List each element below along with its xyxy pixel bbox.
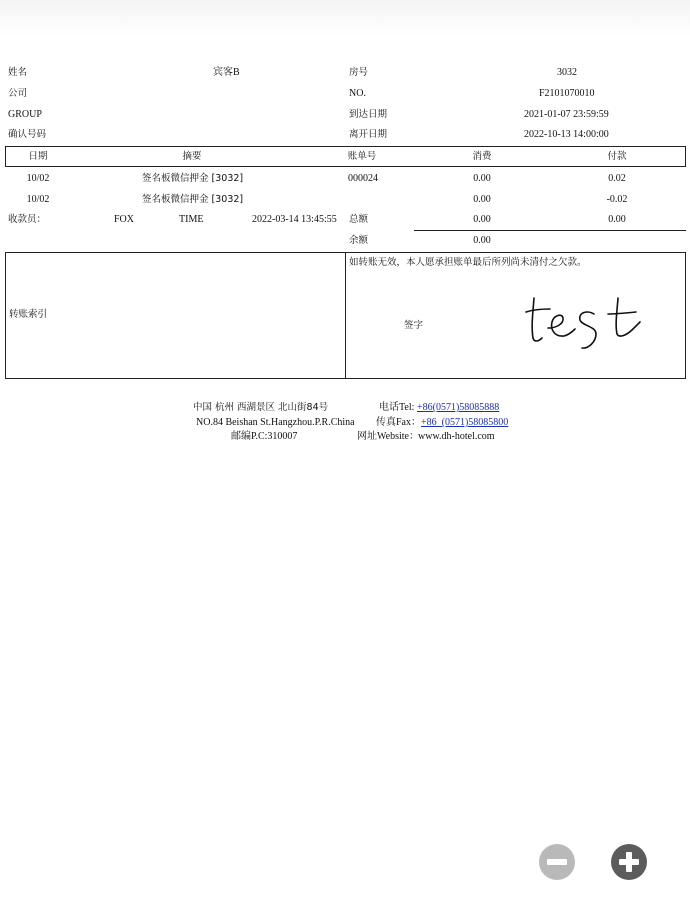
total-divider <box>414 230 686 231</box>
time-label: TIME <box>179 214 204 225</box>
group-label: GROUP <box>8 109 42 120</box>
arrival-label: 到达日期 <box>349 109 388 120</box>
balance-value: 0.00 <box>473 235 491 246</box>
no-value: F2101070010 <box>539 88 595 99</box>
signature-image <box>522 292 646 352</box>
total-payment: 0.00 <box>608 214 626 225</box>
footer-address-cn: 中国 杭州 西湖景区 北山街84号 <box>193 402 329 413</box>
cashier-value: FOX <box>114 214 135 225</box>
viewer-top-band <box>0 0 690 36</box>
col-header-consume: 消费 <box>472 151 492 162</box>
col-header-date: 日期 <box>28 151 48 162</box>
col-header-payment: 付款 <box>607 151 627 162</box>
footer-fax-label: 传真Fax： <box>376 417 421 428</box>
total-label: 总额 <box>349 214 369 225</box>
col-header-summary: 摘要 <box>182 151 202 162</box>
signature-label: 签字 <box>404 320 424 331</box>
zoom-out-button[interactable] <box>538 843 576 881</box>
minus-circle-icon <box>538 843 576 881</box>
row-payment: 0.02 <box>608 173 626 184</box>
col-header-bill-no: 账单号 <box>347 151 377 162</box>
row-bill-no: 000024 <box>348 173 378 184</box>
footer-postcode: 邮编P.C:310007 <box>231 431 298 442</box>
transfer-divider <box>345 252 346 379</box>
zoom-in-button[interactable] <box>610 843 648 881</box>
footer-fax-link[interactable]: +86 (0571)58085800 <box>421 417 509 428</box>
footer-tel-link[interactable]: +86(0571)58085888 <box>417 402 500 413</box>
name-value: 宾客B <box>213 67 240 78</box>
plus-circle-icon <box>610 843 648 881</box>
row-date: 10/02 <box>26 194 50 205</box>
transfer-index-label: 转账索引 <box>9 309 48 320</box>
room-value: 3032 <box>557 67 577 78</box>
confirm-label: 确认号码 <box>8 129 47 140</box>
footer-tel-label: 电话Tel: <box>379 402 415 413</box>
row-date: 10/02 <box>26 173 50 184</box>
row-consume: 0.00 <box>473 173 491 184</box>
row-summary: 签名板微信押金 [3032] <box>142 194 244 205</box>
footer-address-en: NO.84 Beishan St.Hangzhou.P.R.China <box>196 417 355 428</box>
row-payment: -0.02 <box>606 194 628 205</box>
row-summary: 签名板微信押金 [3032] <box>142 173 244 184</box>
name-label: 姓名 <box>8 67 28 78</box>
transfer-notice: 如转账无效，本人愿承担账单最后所列尚未清付之欠款。 <box>349 257 587 268</box>
time-value: 2022-03-14 13:45:55 <box>252 214 337 225</box>
footer-web-value: www.dh-hotel.com <box>418 431 495 442</box>
room-label: 房号 <box>349 67 369 78</box>
footer-web-label: 网址Website： <box>357 431 419 442</box>
row-consume: 0.00 <box>473 194 491 205</box>
no-label: NO. <box>349 88 366 99</box>
cashier-label: 收款员： <box>8 214 47 225</box>
departure-label: 离开日期 <box>349 129 388 140</box>
balance-label: 余额 <box>349 235 369 246</box>
company-label: 公司 <box>8 88 28 99</box>
arrival-value: 2021-01-07 23:59:59 <box>524 109 609 120</box>
total-consume: 0.00 <box>473 214 491 225</box>
departure-value: 2022-10-13 14:00:00 <box>524 129 609 140</box>
